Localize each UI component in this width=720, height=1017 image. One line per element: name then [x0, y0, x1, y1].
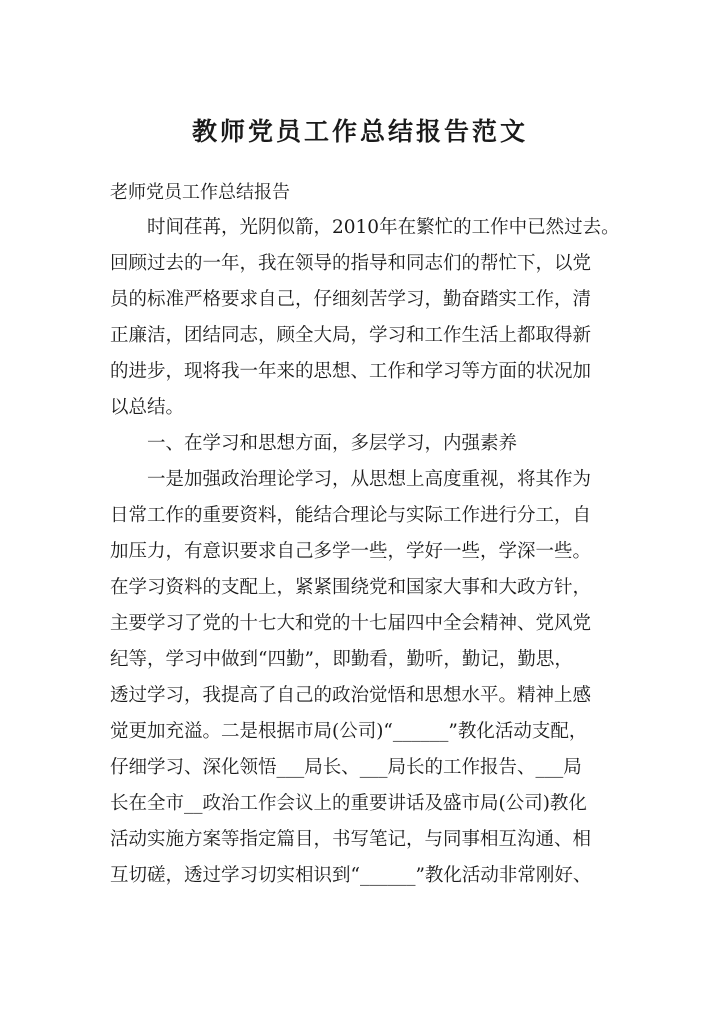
body-line: 透过学习，我提高了自己的政治觉悟和思想水平。精神上感	[110, 685, 592, 706]
body-line: 回顾过去的一年，我在领导的指导和同志们的帮忙下，以党	[110, 253, 592, 274]
document-body	[110, 210, 620, 894]
body-line: 仔细学习、深化领悟___局长、___局长的工作报告、___局	[110, 757, 582, 778]
body-line: 时间荏苒，光阴似箭，2010年在繁忙的工作中已然过去。	[147, 217, 620, 238]
body-line: 互切磋，透过学习切实相识到“______”教化活动非常刚好、	[110, 865, 592, 886]
body-line: 一是加强政治理论学习，从思想上高度重视，将其作为	[147, 469, 592, 490]
document-title: 教师党员工作总结报告范文	[191, 117, 528, 146]
body-line: 主要学习了党的十七大和党的十七届四中全会精神、党风党	[110, 613, 592, 634]
body-line: 觉更加充溢。二是根据市局(公司)“______”教化活动支配，	[110, 721, 588, 742]
body-line: 纪等，学习中做到“四勤”，即勤看，勤听，勤记，勤思，	[110, 649, 573, 670]
body-line: 一、在学习和思想方面，多层学习，内强素养	[147, 433, 518, 454]
body-line: 员的标准严格要求自己，仔细刻苦学习，勤奋踏实工作，清	[110, 289, 592, 310]
body-line: 以总结。	[110, 397, 185, 418]
body-line: 正廉洁，团结同志，顾全大局，学习和工作生活上都取得新	[110, 325, 592, 346]
body-line: 日常工作的重要资料，能结合理论与实际工作进行分工，自	[110, 505, 592, 526]
body-line: 加压力，有意识要求自己多学一些，学好一些，学深一些。	[110, 541, 592, 562]
body-line: 长在全市__政治工作会议上的重要讲话及盛市局(公司)教化	[110, 793, 587, 814]
body-line: 的进步，现将我一年来的思想、工作和学习等方面的状况加	[110, 361, 592, 382]
body-line: 在学习资料的支配上，紧紧围绕党和国家大事和大政方针，	[110, 577, 592, 598]
body-line: 活动实施方案等指定篇目，书写笔记，与同事相互沟通、相	[110, 829, 592, 850]
document-subtitle: 老师党员工作总结报告	[110, 182, 290, 203]
